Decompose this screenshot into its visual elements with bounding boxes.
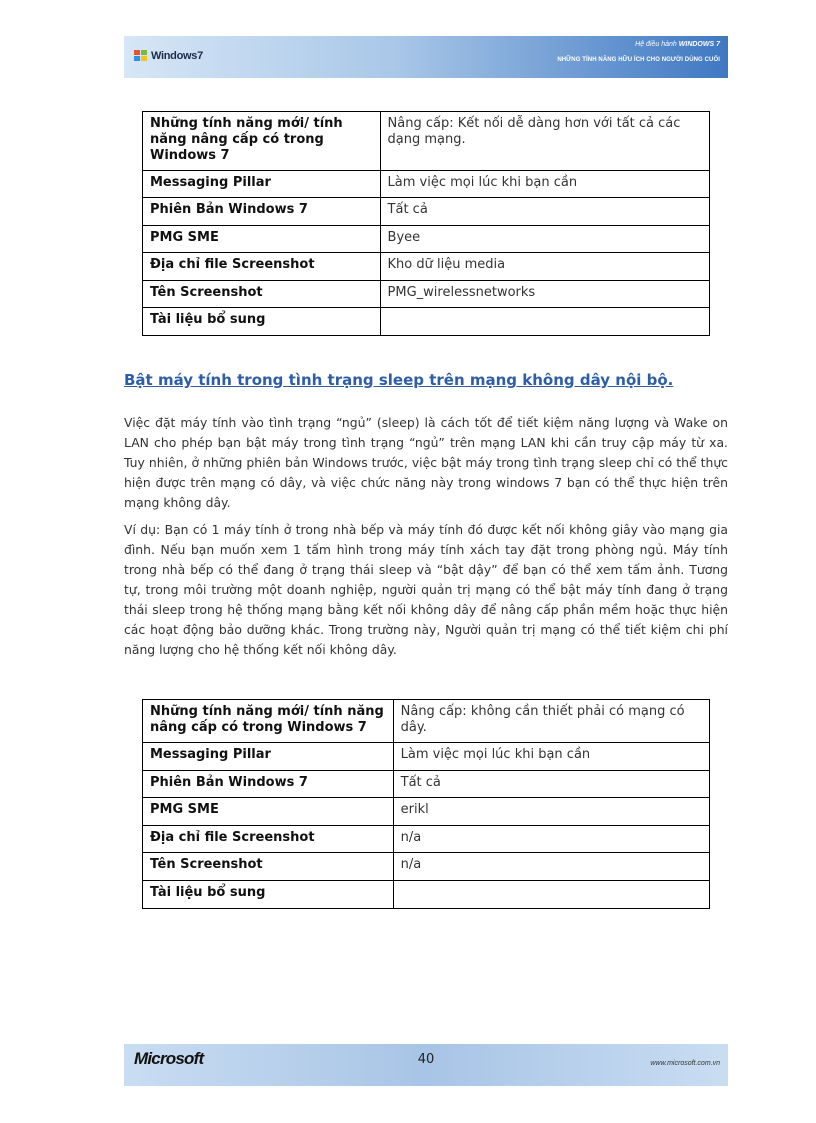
table-key-cell: Những tính năng mới/ tính năng nâng cấp có trong Windows 7	[143, 700, 394, 743]
table-value-cell	[380, 308, 709, 336]
table-key-cell: Địa chỉ file Screenshot	[143, 826, 394, 853]
paragraph-1: Việc đặt máy tính vào tình trạng “ngủ” (sleep) là cách tốt để tiết kiệm năng lượng và Wake on LAN cho phép bạn bật máy trong tình trạng “ngủ” trên mạng LAN khi cần truy cập máy từ xa. Tuy nhiên, ở những phiên bản Windows trước, việc bật máy trong tình trạng sleep chỉ có thể thực hiện được trên mạng có dây, và việc chức năng này trong windows 7 bạn có thể thực hiện trên mạng không dây.	[124, 415, 728, 510]
table-value-cell: Làm việc mọi lúc khi bạn cần	[380, 171, 709, 198]
header-os-line	[557, 41, 720, 48]
table-key-cell: PMG SME	[143, 226, 381, 253]
windows-flag-icon	[134, 50, 148, 62]
table-value-cell: n/a	[393, 853, 709, 881]
table-key-cell: Messaging Pillar	[143, 743, 394, 771]
table-row	[143, 171, 710, 198]
table-row	[143, 700, 710, 743]
page-footer	[124, 1044, 728, 1086]
header-os-prefix: Hệ điều hành	[635, 41, 677, 48]
table-row	[143, 853, 710, 881]
header-os-name: WINDOWS 7	[678, 41, 720, 48]
table-value-cell: n/a	[393, 826, 709, 853]
table-value-cell: Nâng cấp: không cần thiết phải có mạng có dây.	[393, 700, 709, 743]
table-row	[143, 771, 710, 798]
table-row	[143, 281, 710, 308]
table-key-cell: Tài liệu bổ sung	[143, 881, 394, 909]
table-row	[143, 198, 710, 226]
table-row	[143, 743, 710, 771]
table-row	[143, 308, 710, 336]
page-header	[124, 36, 728, 78]
header-caption	[557, 41, 720, 63]
table-key-cell: Messaging Pillar	[143, 171, 381, 198]
footer-url: www.microsoft.com.vn	[650, 1060, 720, 1067]
table-value-cell	[393, 881, 709, 909]
table-value-cell: Byee	[380, 226, 709, 253]
table-key-cell: Tên Screenshot	[143, 281, 381, 308]
table-value-cell: Nâng cấp: Kết nối dễ dàng hơn với tất cả các dạng mạng.	[380, 112, 709, 171]
table-row	[143, 226, 710, 253]
table-key-cell: Tài liệu bổ sung	[143, 308, 381, 336]
table-value-cell: Làm việc mọi lúc khi bạn cần	[393, 743, 709, 771]
table-row	[143, 253, 710, 281]
feature-table-2	[142, 699, 710, 909]
table-value-cell: erikl	[393, 798, 709, 826]
table-key-cell: PMG SME	[143, 798, 394, 826]
table-value-cell: Kho dữ liệu media	[380, 253, 709, 281]
table-row	[143, 881, 710, 909]
table-key-cell: Phiên Bản Windows 7	[143, 198, 381, 226]
microsoft-logo: Microsoft	[134, 1049, 204, 1068]
windows-logo	[134, 50, 203, 62]
table-value-cell: PMG_wirelessnetworks	[380, 281, 709, 308]
feature-table-1	[142, 111, 710, 336]
table-row	[143, 798, 710, 826]
table-key-cell: Địa chỉ file Screenshot	[143, 253, 381, 281]
page-number: 40	[417, 1052, 435, 1067]
paragraph-2: Ví dụ: Bạn có 1 máy tính ở trong nhà bếp và máy tính đó được kết nối không giây vào mạng gia đình. Nếu bạn muốn xem 1 tấm hình trong máy tính xách tay đặt trong phòng ngủ. Máy tính trong nhà bếp có thể đang ở trạng thái sleep và “bật dậy” để bạn có thể xem tấm ảnh. Tương tự, trong môi trường một doanh nghiệp, người quản trị mạng có thể bật máy tính đang ở trạng thái sleep trong hệ thống mạng bằng kết nối không dây để nâng cấp phần mềm hoặc thực hiện các hoạt động bảo dưỡng khác. Trong trường này, Người quản trị mạng có thể tiết kiệm chi phí năng lượng cho hệ thống kết nối không dây.	[124, 522, 728, 657]
table-key-cell: Phiên Bản Windows 7	[143, 771, 394, 798]
table-key-cell: Những tính năng mới/ tính năng nâng cấp có trong Windows 7	[143, 112, 381, 171]
table-value-cell: Tất cả	[393, 771, 709, 798]
section-title: Bật máy tính trong tình trạng sleep trên mạng không dây nội bộ.	[124, 371, 674, 389]
windows-logo-text: Windows7	[151, 50, 203, 62]
table-row	[143, 826, 710, 853]
header-subtitle: NHỮNG TÍNH NĂNG HỮU ÍCH CHO NGƯỜI DÙNG CUỐI	[557, 57, 720, 63]
table-row	[143, 112, 710, 171]
table-value-cell: Tất cả	[380, 198, 709, 226]
table-key-cell: Tên Screenshot	[143, 853, 394, 881]
